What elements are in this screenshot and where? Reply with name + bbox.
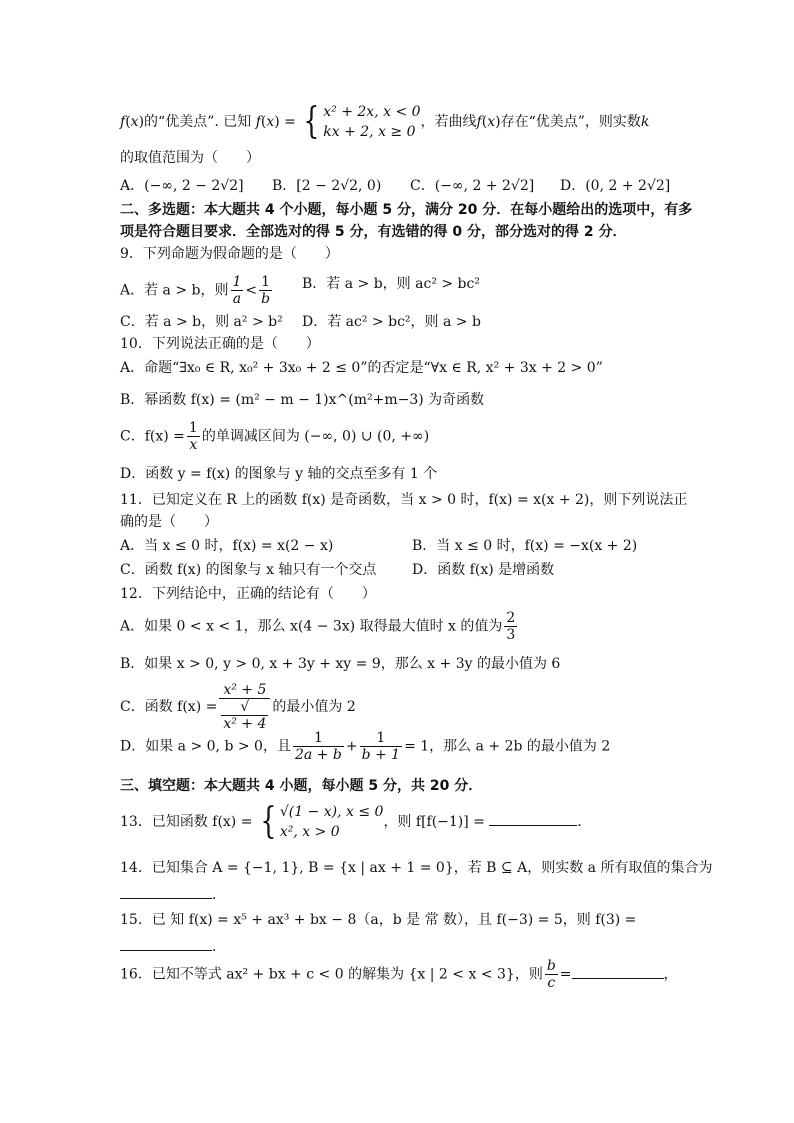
answer-blank-15[interactable]	[120, 936, 212, 951]
fraction-b-c: $\frac{b}{c}$	[546, 958, 556, 991]
q9-option-a: A．若 a > b，则 $\frac{1}{a}$ < $\frac{1}{b}$	[120, 274, 271, 307]
section2-heading-line1: 二、多选题：本大题共 4 个小题，每小题 5 分，满分 20 分．在每小题给出的选项中，有多	[120, 202, 693, 218]
answer-blank-16[interactable]	[572, 964, 664, 979]
fraction-1-b1: $\frac{1}{b + 1}$	[361, 730, 401, 763]
piecewise-cases: x² + 2x, x < 0 kx + 2, x ≥ 0	[323, 104, 421, 140]
fraction-1-a: $\frac{1}{a}$	[232, 274, 242, 307]
fraction-1-2ab: $\frac{1}{2a + b}$	[294, 730, 342, 763]
q11-option-a: A．当 x ≤ 0 时，f(x) = x(2 − x)	[120, 538, 334, 554]
q8-option-b: B．[2 − 2√2, 0)	[272, 178, 382, 194]
q10-stem: 10．下列说法正确的是（ ）	[120, 336, 320, 352]
q11-option-c: C．函数 f(x) 的图象与 x 轴只有一个交点	[120, 562, 377, 578]
q8-line2: 的取值范围为（ ）	[120, 150, 260, 166]
q14-line1: 14．已知集合 A = {−1, 1}, B = {x | ax + 1 = 0}，若 B ⊆ A，则实数 a 所有取值的集合为	[120, 860, 713, 876]
q9-stem: 9．下列命题为假命题的是（ ）	[120, 246, 339, 262]
q10-option-c: C．f(x) = $\frac{1}{x}$ 的单调减区间为 (−∞, 0) ∪ (0, +∞)	[120, 420, 430, 453]
fraction-1-b: $\frac{1}{b}$	[261, 274, 271, 307]
fraction-2-3: $\frac{2}{3}$	[506, 610, 516, 643]
answer-blank-13[interactable]	[489, 811, 577, 826]
piecewise-brace: {	[260, 801, 277, 842]
q12-stem: 12．下列结论中，正确的结论有（ ）	[120, 586, 376, 602]
q9-options-row1	[120, 264, 680, 307]
piecewise-cases: √(1 − x), x ≤ 0 x², x > 0	[279, 804, 384, 840]
fraction-x2-sqrt: x² + 5 √ x² + 4	[219, 682, 270, 732]
fx-label: f	[120, 114, 126, 130]
q14-line2: ．	[120, 884, 226, 905]
q12-option-d: D．如果 a > 0, b > 0，且 $\frac{1}{2a + b}$ + $\frac{1}{b + 1}$ = 1，那么 a + 2b 的最小值为 2	[120, 730, 611, 763]
q11-option-d: D．函数 f(x) 是增函数	[412, 562, 555, 578]
q8-option-c: C．(−∞, 2 + 2√2]	[410, 178, 535, 194]
q16: 16．已知不等式 ax² + bx + c < 0 的解集为 {x | 2 < x < 3}，则 $\frac{b}{c}$ = ，	[120, 958, 678, 991]
q15-line1: 15．已 知 f(x) = x⁵ + ax³ + bx − 8（a，b 是 常 数），且 f(−3) = 5，则 f(3) =	[120, 912, 637, 928]
q11-stem-line2: 确的是（ ）	[120, 514, 218, 530]
q9-option-b: B．若 a > b，则 ac² > bc²	[302, 276, 480, 292]
q15-line2: ．	[120, 936, 226, 957]
q8-line1: f(x)的“优美点”. 已知 f(x) = { x² + 2x, x < 0 kx + 2, x ≥ 0 ，若曲线f(x)存在“优美点”，则实数k	[120, 101, 650, 142]
q8-option-d: D．(0, 2 + 2√2]	[560, 178, 671, 194]
section2-heading-line2: 项是符合题目要求．全部选对的得 5 分，有选错的得 0 分，部分选对的得 2 分．	[120, 224, 627, 240]
q10-option-d: D．函数 y = f(x) 的图象与 y 轴的交点至多有 1 个	[120, 466, 438, 482]
q9-option-d: D．若 ac² > bc²，则 a > b	[302, 314, 481, 330]
fraction-1-x: $\frac{1}{x}$	[188, 420, 198, 453]
answer-blank-14[interactable]	[120, 884, 212, 899]
q11-stem-line1: 11．已知定义在 R 上的函数 f(x) 是奇函数，当 x > 0 时，f(x) = x(x + 2)，则下列说法正	[120, 492, 688, 508]
piecewise-brace: {	[303, 101, 320, 142]
section3-heading: 三、填空题：本大题共 4 小题，每小题 5 分，共 20 分．	[120, 778, 483, 794]
q9-option-c: C．若 a > b，则 a² > b²	[120, 314, 283, 330]
q12-option-c: C．函数 f(x) = x² + 5 √ x² + 4 的最小值为 2	[120, 682, 356, 732]
q13: 13．已知函数 f(x) = { √(1 − x), x ≤ 0 x², x > 0 ，则 f[f(−1)] = ．	[120, 801, 592, 842]
q10-option-a: A．命题“∃x₀ ∈ R, x₀² + 3x₀ + 2 ≤ 0”的否定是“∀x ∈ R, x² + 3x + 2 > 0”	[120, 360, 603, 376]
q8-option-a: A．(−∞, 2 − 2√2]	[120, 178, 244, 194]
q12-option-a: A．如果 0 < x < 1，那么 x(4 − 3x) 取得最大值时 x 的值为 $\frac{2}{3}$	[120, 610, 516, 643]
q11-option-b: B．当 x ≤ 0 时，f(x) = −x(x + 2)	[412, 538, 638, 554]
q10-option-b: B．幂函数 f(x) = (m² − m − 1)x^(m²+m−3) 为奇函数	[120, 392, 485, 408]
q12-option-b: B．如果 x > 0, y > 0, x + 3y + xy = 9，那么 x + 3y 的最小值为 6	[120, 656, 561, 672]
